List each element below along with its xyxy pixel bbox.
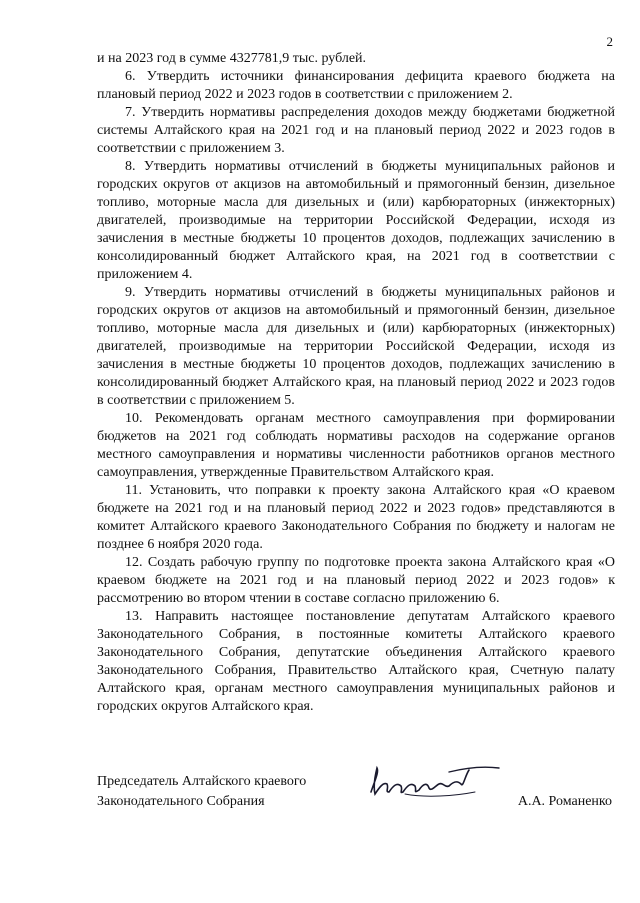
signatory-position — [97, 772, 306, 812]
paragraph-13: 13. Направить настоящее постановление депутатам Алтайского краевого Законодательного Собрания, в постоянные комитеты Алтайского краевого Законодательного Собрания, депутатские объединения Алтайского краевого Законодательного Собрания, Правительство Алтайского края, Счетную палату Алтайского края, органам местного самоуправления муниципальных районов и городских округов Алтайского края. — [97, 609, 615, 714]
signatory-name: А.А. Романенко — [517, 794, 612, 809]
paragraph-6: 6. Утвердить источники финансирования дефицита краевого бюджета на плановый период 2022 и 2023 годов в соответствии с приложением 2. — [97, 69, 615, 102]
paragraph-9: 9. Утвердить нормативы отчислений в бюджеты муниципальных районов и городских округов от акцизов на автомобильный и прямогонный бензин, дизельное топливо, моторные масла для дизельных и (или) карбюраторных (инжекторных) двигателей, производимые на территории Российской Федерации, исходя из зачисления в местные бюджеты 10 процентов доходов, подлежащих зачислению в консолидированный бюджет Алтайского края, на плановый период 2022 и 2023 годов в соответствии с приложением 5. — [97, 285, 615, 408]
paragraph-8: 8. Утвердить нормативы отчислений в бюджеты муниципальных районов и городских округов от акцизов на автомобильный и прямогонный бензин, дизельное топливо, моторные масла для дизельных и (или) карбюраторных (инжекторных) двигателей, производимые на территории Российской Федерации, исходя из зачисления в местные бюджеты 10 процентов доходов, подлежащих зачислению в консолидированный бюджет Алтайского края, на 2021 год в соответствии с приложением 4. — [97, 159, 615, 282]
paragraph-continuation: и на 2023 год в сумме 4327781,9 тыс. рублей. — [97, 51, 367, 66]
position-line-2: Законодательного Собрания — [97, 794, 265, 809]
paragraph-11: 11. Установить, что поправки к проекту закона Алтайского края «О краевом бюджете на 2021 год и на плановый период 2022 и 2023 годов» представляются в комитет Алтайского краевого Законодательного Собрания по бюджету и налогам не позднее 6 ноября 2020 года. — [97, 483, 615, 552]
document-body — [97, 50, 615, 716]
signature-block — [97, 772, 615, 822]
handwritten-signature — [365, 762, 505, 806]
position-line-1: Председатель Алтайского краевого — [97, 774, 307, 789]
paragraph-7: 7. Утвердить нормативы распределения доходов между бюджетами бюджетной системы Алтайского края на 2021 год и на плановый период 2022 и 2023 годов в соответствии с приложением 3. — [97, 105, 615, 156]
page-number: 2 — [606, 34, 613, 49]
paragraph-10: 10. Рекомендовать органам местного самоуправления при формировании бюджетов на 2021 год соблюдать нормативы расходов на содержание органов местного самоуправления и нормативы численности работников органов местного самоуправления, утвержденные Правительством Алтайского края. — [97, 411, 615, 480]
paragraph-12: 12. Создать рабочую группу по подготовке проекта закона Алтайского края «О краевом бюджете на 2021 год и на плановый период 2022 и 2023 годов» к рассмотрению во втором чтении в составе согласно приложению 6. — [97, 555, 615, 606]
